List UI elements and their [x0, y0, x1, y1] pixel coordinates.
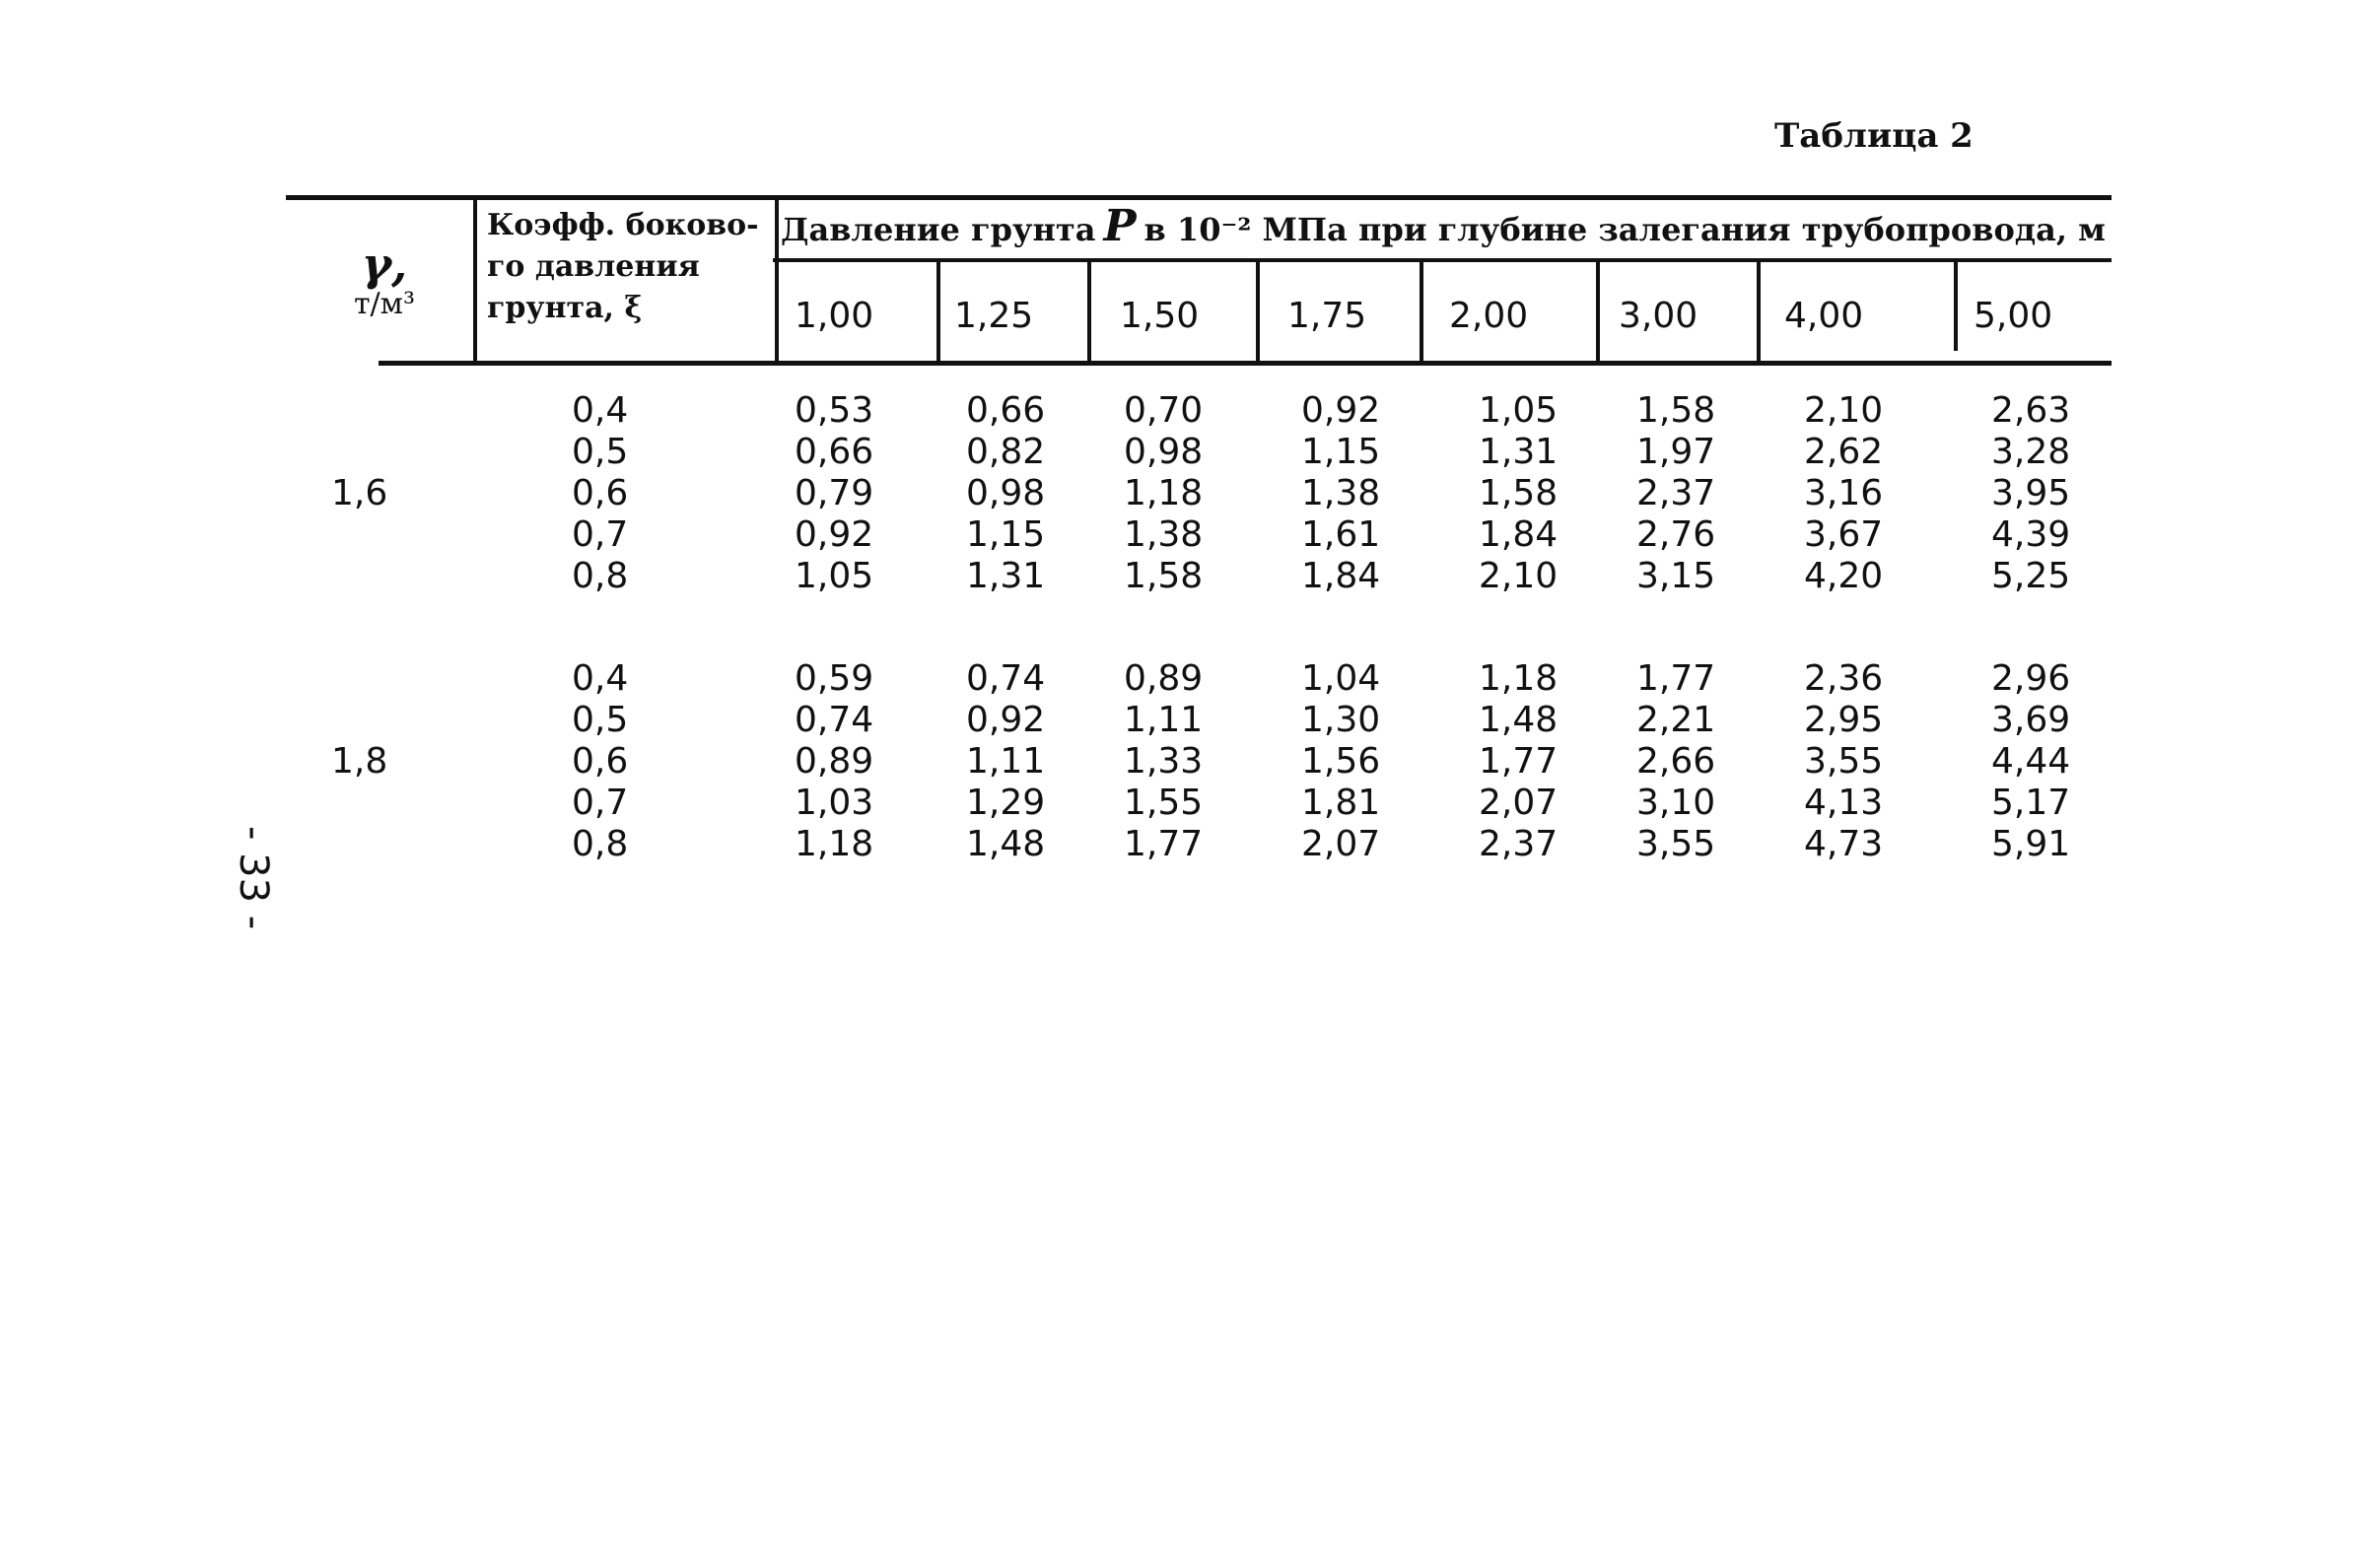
- pressure-cell: 0,66: [795, 432, 874, 472]
- depth-header: 4,00: [1784, 296, 1864, 336]
- pressure-cell: 4,73: [1804, 824, 1884, 864]
- gamma-value: 1,6: [331, 473, 388, 513]
- pressure-cell: 0,98: [966, 473, 1046, 513]
- depth-header: 1,50: [1120, 296, 1200, 336]
- pressure-cell: 1,61: [1301, 514, 1381, 555]
- pressure-cell: 1,58: [1479, 473, 1559, 513]
- depth-header: 3,00: [1619, 296, 1698, 336]
- pressure-cell: 3,55: [1804, 741, 1884, 782]
- pressure-cell: 1,55: [1124, 783, 1204, 823]
- column-divider: [1420, 260, 1423, 361]
- pressure-cell: 1,56: [1301, 741, 1381, 782]
- pressure-cell: 0,82: [966, 432, 1046, 472]
- coef-cell: 0,8: [572, 556, 629, 596]
- pressure-cell: 0,89: [795, 741, 874, 782]
- pressure-cell: 1,33: [1124, 741, 1204, 782]
- header-bottom-rule: [379, 361, 2112, 366]
- pressure-cell: 1,38: [1301, 473, 1381, 513]
- pressure-cell: 1,48: [1479, 700, 1559, 740]
- pressure-cell: 1,31: [966, 556, 1046, 596]
- pressure-cell: 2,21: [1636, 700, 1716, 740]
- pressure-cell: 2,37: [1479, 824, 1559, 864]
- pressure-cell: 1,05: [795, 556, 874, 596]
- pressure-cell: 1,84: [1479, 514, 1559, 555]
- gamma-value: 1,8: [331, 741, 388, 782]
- pressure-cell: 2,95: [1804, 700, 1884, 740]
- pressure-cell: 1,18: [1479, 658, 1559, 699]
- depth-header: 1,75: [1287, 296, 1367, 336]
- pressure-cell: 2,10: [1479, 556, 1559, 596]
- pressure-cell: 1,97: [1636, 432, 1716, 472]
- pressure-cell: 0,74: [966, 658, 1046, 699]
- coef-header-line: грунта, ξ: [487, 291, 643, 325]
- pressure-cell: 3,95: [1991, 473, 2071, 513]
- pressure-cell: 3,55: [1636, 824, 1716, 864]
- pressure-cell: 4,20: [1804, 556, 1884, 596]
- pressure-cell: 1,81: [1301, 783, 1381, 823]
- group-prefix: Давление грунта: [781, 211, 1096, 248]
- gamma-unit: т/м³: [353, 287, 416, 321]
- pressure-cell: 0,98: [1124, 432, 1204, 472]
- column-divider: [775, 200, 779, 361]
- table-caption: Таблица 2: [1774, 116, 1974, 156]
- coef-cell: 0,6: [572, 473, 629, 513]
- coef-cell: 0,7: [572, 783, 629, 823]
- depth-header: 1,00: [795, 296, 874, 336]
- pressure-cell: 1,05: [1479, 390, 1559, 431]
- pressure-cell: 5,17: [1991, 783, 2071, 823]
- header-gamma: [325, 238, 444, 321]
- pressure-cell: 0,89: [1124, 658, 1204, 699]
- pressure-symbol: P: [1103, 201, 1137, 251]
- coef-header-line: Коэфф. боково-: [487, 208, 759, 242]
- pressure-cell: 1,77: [1479, 741, 1559, 782]
- coef-cell: 0,5: [572, 432, 629, 472]
- header-coefficient: [487, 205, 773, 329]
- pressure-cell: 0,74: [795, 700, 874, 740]
- coef-cell: 0,5: [572, 700, 629, 740]
- pressure-cell: 1,11: [966, 741, 1046, 782]
- pressure-cell: 2,76: [1636, 514, 1716, 555]
- column-divider: [936, 260, 940, 361]
- pressure-cell: 1,29: [966, 783, 1046, 823]
- pressure-cell: 4,44: [1991, 741, 2071, 782]
- pressure-cell: 4,13: [1804, 783, 1884, 823]
- column-divider: [1954, 260, 1958, 351]
- header-pressure-group: [781, 201, 2113, 251]
- pressure-cell: 1,84: [1301, 556, 1381, 596]
- pressure-cell: 0,66: [966, 390, 1046, 431]
- pressure-cell: 0,79: [795, 473, 874, 513]
- pressure-cell: 1,30: [1301, 700, 1381, 740]
- pressure-cell: 2,63: [1991, 390, 2071, 431]
- pressure-cell: 2,96: [1991, 658, 2071, 699]
- pressure-cell: 1,31: [1479, 432, 1559, 472]
- pressure-cell: 3,10: [1636, 783, 1716, 823]
- table-top-rule: [286, 195, 2112, 200]
- pressure-cell: 0,92: [795, 514, 874, 555]
- coef-cell: 0,8: [572, 824, 629, 864]
- column-divider: [1087, 260, 1091, 361]
- pressure-cell: 5,91: [1991, 824, 2071, 864]
- pressure-cell: 2,07: [1301, 824, 1381, 864]
- pressure-cell: 1,58: [1124, 556, 1204, 596]
- pressure-cell: 1,15: [966, 514, 1046, 555]
- pressure-cell: 3,16: [1804, 473, 1884, 513]
- pressure-cell: 0,70: [1124, 390, 1204, 431]
- pressure-cell: 0,92: [1301, 390, 1381, 431]
- pressure-cell: 1,77: [1636, 658, 1716, 699]
- pressure-cell: 3,15: [1636, 556, 1716, 596]
- pressure-cell: 4,39: [1991, 514, 2071, 555]
- coef-cell: 0,7: [572, 514, 629, 555]
- column-divider: [1596, 260, 1600, 361]
- group-suffix: в 10⁻² МПа при глубине залегания трубопровода, м: [1143, 211, 2106, 248]
- coef-header-line: го давления: [487, 249, 700, 284]
- column-divider: [1757, 260, 1761, 361]
- coef-cell: 0,4: [572, 658, 629, 699]
- pressure-cell: 3,67: [1804, 514, 1884, 555]
- pressure-cell: 1,38: [1124, 514, 1204, 555]
- pressure-cell: 2,36: [1804, 658, 1884, 699]
- pressure-cell: 2,66: [1636, 741, 1716, 782]
- depth-header: 2,00: [1449, 296, 1529, 336]
- pressure-cell: 1,77: [1124, 824, 1204, 864]
- pressure-cell: 1,04: [1301, 658, 1381, 699]
- pressure-cell: 0,59: [795, 658, 874, 699]
- column-divider: [1256, 260, 1260, 361]
- pressure-cell: 1,18: [795, 824, 874, 864]
- depth-header: 1,25: [954, 296, 1034, 336]
- pressure-cell: 2,07: [1479, 783, 1559, 823]
- pressure-cell: 2,10: [1804, 390, 1884, 431]
- pressure-cell: 0,92: [966, 700, 1046, 740]
- page-number: - 33 -: [231, 826, 276, 930]
- pressure-cell: 1,03: [795, 783, 874, 823]
- pressure-cell: 3,28: [1991, 432, 2071, 472]
- gamma-symbol: γ,: [361, 238, 408, 291]
- coef-cell: 0,6: [572, 741, 629, 782]
- header-group-rule: [773, 258, 2112, 262]
- pressure-cell: 0,53: [795, 390, 874, 431]
- pressure-cell: 2,37: [1636, 473, 1716, 513]
- pressure-cell: 1,11: [1124, 700, 1204, 740]
- pressure-cell: 1,58: [1636, 390, 1716, 431]
- column-divider: [473, 200, 477, 361]
- pressure-cell: 5,25: [1991, 556, 2071, 596]
- depth-header: 5,00: [1974, 296, 2053, 336]
- coef-cell: 0,4: [572, 390, 629, 431]
- pressure-cell: 3,69: [1991, 700, 2071, 740]
- pressure-cell: 1,15: [1301, 432, 1381, 472]
- pressure-cell: 1,18: [1124, 473, 1204, 513]
- pressure-cell: 2,62: [1804, 432, 1884, 472]
- pressure-cell: 1,48: [966, 824, 1046, 864]
